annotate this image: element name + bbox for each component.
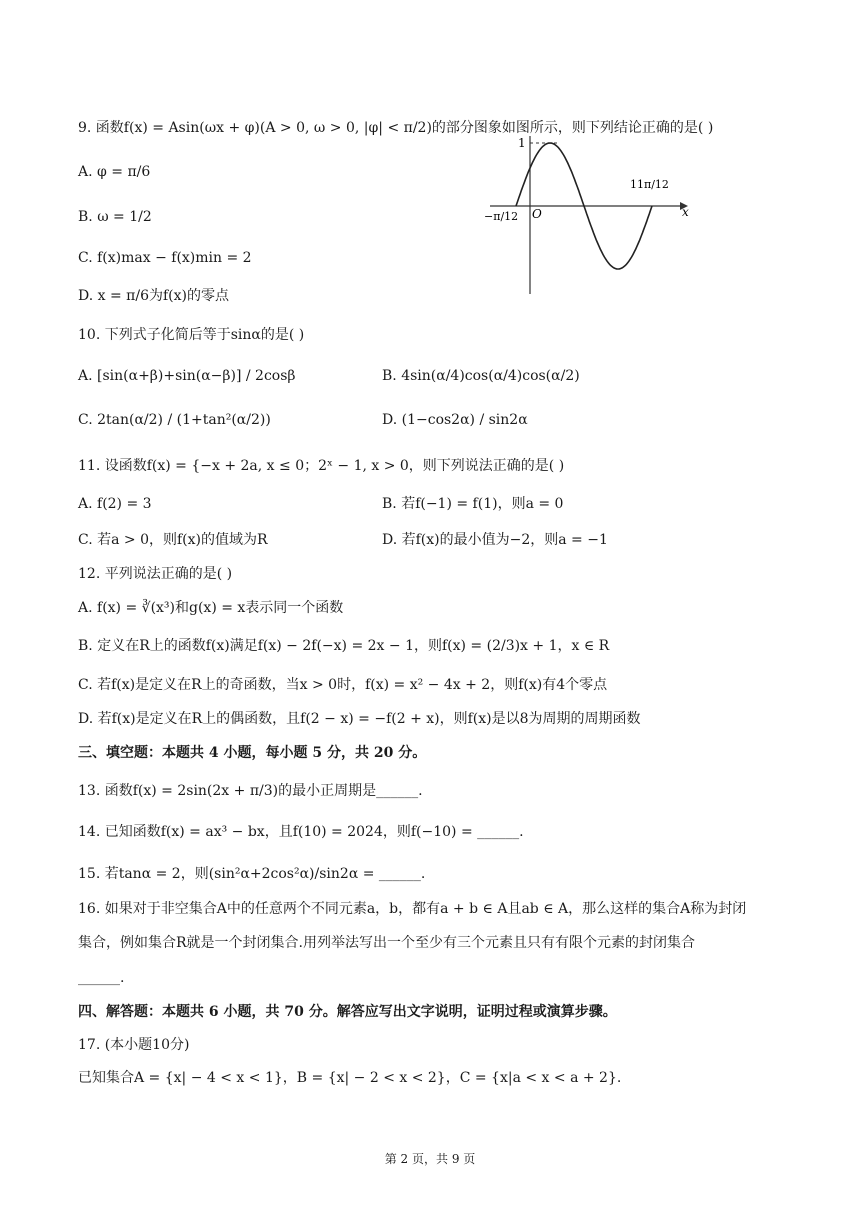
q14: 14. 已知函数f(x) = ax³ − bx，且f(10) = 2024，则f(−10) = ______.: [78, 824, 524, 840]
q11-option-c: C. 若a > 0，则f(x)的值域为R: [78, 532, 268, 548]
left-zero-label: −π/12: [484, 210, 519, 223]
section-3-heading: 三、填空题：本题共 4 小题，每小题 5 分，共 20 分。: [78, 745, 427, 761]
q9-option-b: B. ω = 1/2: [78, 209, 152, 225]
y-max-label: 1: [518, 136, 526, 150]
q11-stem: 11. 设函数f(x) = {−x + 2a, x ≤ 0；2ˣ − 1, x > 0，则下列说法正确的是( ): [78, 458, 565, 474]
q10-option-a: A. [sin(α+β)+sin(α−β)] / 2cosβ: [78, 368, 296, 384]
q9-option-c: C. f(x)max − f(x)min = 2: [78, 250, 252, 266]
q17-title: 17. (本小题10分): [78, 1037, 190, 1053]
q16-line-3: ______.: [78, 970, 125, 986]
q10-option-b: B. 4sin(α/4)cos(α/4)cos(α/2): [382, 368, 580, 384]
origin-label: O: [532, 207, 542, 221]
q9-option-d: D. x = π/6为f(x)的零点: [78, 288, 229, 304]
q12-option-b: B. 定义在R上的函数f(x)满足f(x) − 2f(−x) = 2x − 1，则f(x) = (2/3)x + 1，x ∈ R: [78, 638, 610, 654]
q17-text: 已知集合A = {x| − 4 < x < 1}，B = {x| − 2 < x < 2}，C = {x|a < x < a + 2}.: [78, 1070, 622, 1086]
page-footer: 第 2 页，共 9 页: [384, 1152, 476, 1166]
sine-graph: [480, 128, 700, 298]
q11-option-a: A. f(2) = 3: [78, 496, 152, 512]
q13: 13. 函数f(x) = 2sin(2x + π/3)的最小正周期是______.: [78, 783, 423, 799]
q9-stem: 9. 函数f(x) = Asin(ωx + φ)(A > 0, ω > 0, |φ| < π/2)的部分图象如图所示，则下列结论正确的是( ): [78, 120, 714, 136]
x-axis-label: x: [682, 205, 689, 219]
q11-option-d: D. 若f(x)的最小值为−2，则a = −1: [382, 532, 608, 548]
section-4-heading: 四、解答题：本题共 6 小题，共 70 分。解答应写出文字说明，证明过程或演算步骤。: [78, 1004, 617, 1020]
q12-option-c: C. 若f(x)是定义在R上的奇函数，当x > 0时，f(x) = x² − 4x + 2，则f(x)有4个零点: [78, 677, 608, 693]
q12-stem: 12. 平列说法正确的是( ): [78, 566, 233, 582]
q12-option-a: A. f(x) = ∛(x³)和g(x) = x表示同一个函数: [78, 600, 344, 616]
q16-line-1: 16. 如果对于非空集合A中的任意两个不同元素a，b，都有a + b ∈ A且ab ∈ A，那么这样的集合A称为封闭: [78, 901, 747, 917]
q10-stem: 10. 下列式子化简后等于sinα的是( ): [78, 327, 305, 343]
q10-option-d: D. (1−cos2α) / sin2α: [382, 412, 528, 428]
q11-option-b: B. 若f(−1) = f(1)，则a = 0: [382, 496, 564, 512]
q9-option-a: A. φ = π/6: [78, 164, 151, 180]
q16-line-2: 集合，例如集合R就是一个封闭集合.用列举法写出一个至少有三个元素且只有有限个元素的封闭集合: [78, 935, 695, 951]
right-zero-label: 11π/12: [630, 178, 669, 191]
q10-option-c: C. 2tan(α/2) / (1+tan²(α/2)): [78, 412, 271, 428]
q12-option-d: D. 若f(x)是定义在R上的偶函数，且f(2 − x) = −f(2 + x)，则f(x)是以8为周期的周期函数: [78, 711, 641, 727]
q15: 15. 若tanα = 2，则(sin²α+2cos²α)/sin2α = ______.: [78, 866, 426, 882]
